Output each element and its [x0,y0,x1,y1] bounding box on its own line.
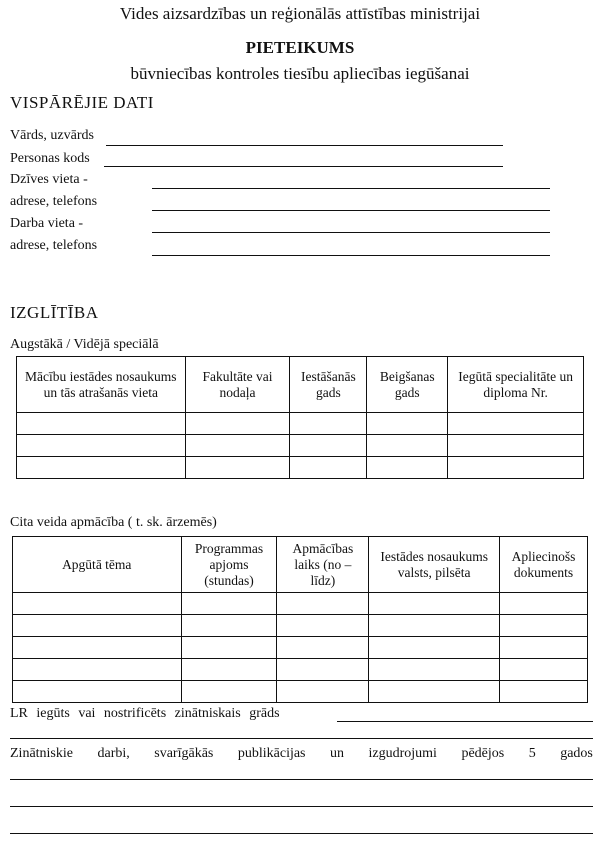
table-row [13,637,588,659]
table-cell[interactable] [369,593,500,615]
works-label-word: publikācijas [237,746,306,761]
table-row [13,681,588,703]
col-header-graduation-year: Beigšanas gads [367,357,448,413]
residence-label-line1: Dzīves vieta - [10,172,88,187]
residence-field-line-2[interactable] [152,210,550,211]
table-cell[interactable] [185,435,290,457]
table-cell[interactable] [369,615,500,637]
col-header-certificate: Apliecinošs dokuments [500,537,588,593]
table-header-row [13,537,588,593]
work-label-line1: Darba vieta - [10,216,84,231]
table-row [17,413,584,435]
table-cell[interactable] [277,615,369,637]
table-cell[interactable] [181,593,277,615]
table-cell[interactable] [448,413,584,435]
scientific-works-label [10,746,593,762]
table-row [13,659,588,681]
col-header-training-period: Apmācības laiks (no – līdz) [277,537,369,593]
table-cell[interactable] [13,593,182,615]
table-cell[interactable] [277,593,369,615]
scientific-works-field-line-2[interactable] [10,806,593,807]
table-cell[interactable] [290,435,367,457]
other-training-table [12,536,588,703]
table-cell[interactable] [181,681,277,703]
scientific-degree-label: LR iegūts vai nostrificēts zinātniskais grāds [10,706,280,721]
table-cell[interactable] [181,659,277,681]
table-cell[interactable] [290,457,367,479]
table-cell[interactable] [17,413,186,435]
scientific-works-field-line-1[interactable] [10,779,593,780]
personal-code-label: Personas kods [10,151,90,166]
table-row [13,615,588,637]
table-cell[interactable] [13,615,182,637]
table-cell[interactable] [277,659,369,681]
higher-education-table [16,356,584,479]
table-cell[interactable] [13,637,182,659]
works-label-word: un [330,746,345,761]
table-row [17,435,584,457]
document-title: PIETEIKUMS [245,38,355,57]
addressee-line: Vides aizsardzības un reģionālās attīstības ministrijai [119,4,481,23]
table-header-row [17,357,584,413]
works-label-word: Zinātniskie [10,746,73,761]
table-cell[interactable] [185,457,290,479]
section-title-education: IZGLĪTĪBA [10,303,99,322]
residence-field-line-1[interactable] [152,188,550,189]
document-subtitle: būvniecības kontroles tiesību apliecības iegūšanai [130,64,470,83]
table-cell[interactable] [448,457,584,479]
table-cell[interactable] [369,637,500,659]
table-cell[interactable] [17,457,186,479]
table-cell[interactable] [13,659,182,681]
col-header-enrolment-year: Iestāšanās gads [290,357,367,413]
table-cell[interactable] [13,681,182,703]
works-label-word: 5 [528,746,536,761]
col-header-topic: Apgūtā tēma [13,537,182,593]
name-label: Vārds, uzvārds [10,128,94,143]
work-label-line2: adrese, telefons [10,238,98,253]
table-cell[interactable] [500,637,588,659]
table-cell[interactable] [17,435,186,457]
name-field-line[interactable] [106,145,503,146]
table-cell[interactable] [369,659,500,681]
scientific-degree-field-line-2[interactable] [10,738,593,739]
table-row [13,593,588,615]
table-cell[interactable] [277,681,369,703]
other-training-caption: Cita veida apmācība ( t. sk. ārzemēs) [10,515,217,530]
works-label-word: gados [560,746,593,761]
table-cell[interactable] [500,615,588,637]
section-title-general: VISPĀRĒJIE DATI [10,93,154,112]
scientific-works-field-line-3[interactable] [10,833,593,834]
table-cell[interactable] [500,659,588,681]
table-cell[interactable] [500,681,588,703]
table-cell[interactable] [290,413,367,435]
table-cell[interactable] [181,637,277,659]
table-cell[interactable] [367,435,448,457]
table-cell[interactable] [367,457,448,479]
higher-education-caption: Augstākā / Vidējā speciālā [10,337,159,352]
table-cell[interactable] [181,615,277,637]
scientific-degree-field-line[interactable] [337,721,593,722]
col-header-specialty-diploma: Iegūtā specialitāte un diploma Nr. [448,357,584,413]
table-cell[interactable] [448,435,584,457]
table-cell[interactable] [500,593,588,615]
table-row [17,457,584,479]
col-header-faculty: Fakultāte vai nodaļa [185,357,290,413]
table-cell[interactable] [367,413,448,435]
table-cell[interactable] [185,413,290,435]
work-field-line-1[interactable] [152,232,550,233]
works-label-word: svarīgākās [154,746,214,761]
col-header-institution: Mācību iestādes nosaukums un tās atrašanās vieta [17,357,186,413]
col-header-institution-location: Iestādes nosaukums valsts, pilsēta [369,537,500,593]
col-header-program-volume: Programmas apjoms (stundas) [181,537,277,593]
works-label-word: izgudrojumi [368,746,437,761]
table-cell[interactable] [369,681,500,703]
table-cell[interactable] [277,637,369,659]
residence-label-line2: adrese, telefons [10,194,98,209]
personal-code-field-line[interactable] [104,166,503,167]
works-label-word: darbi, [97,746,130,761]
work-field-line-2[interactable] [152,255,550,256]
works-label-word: pēdējos [461,746,505,761]
